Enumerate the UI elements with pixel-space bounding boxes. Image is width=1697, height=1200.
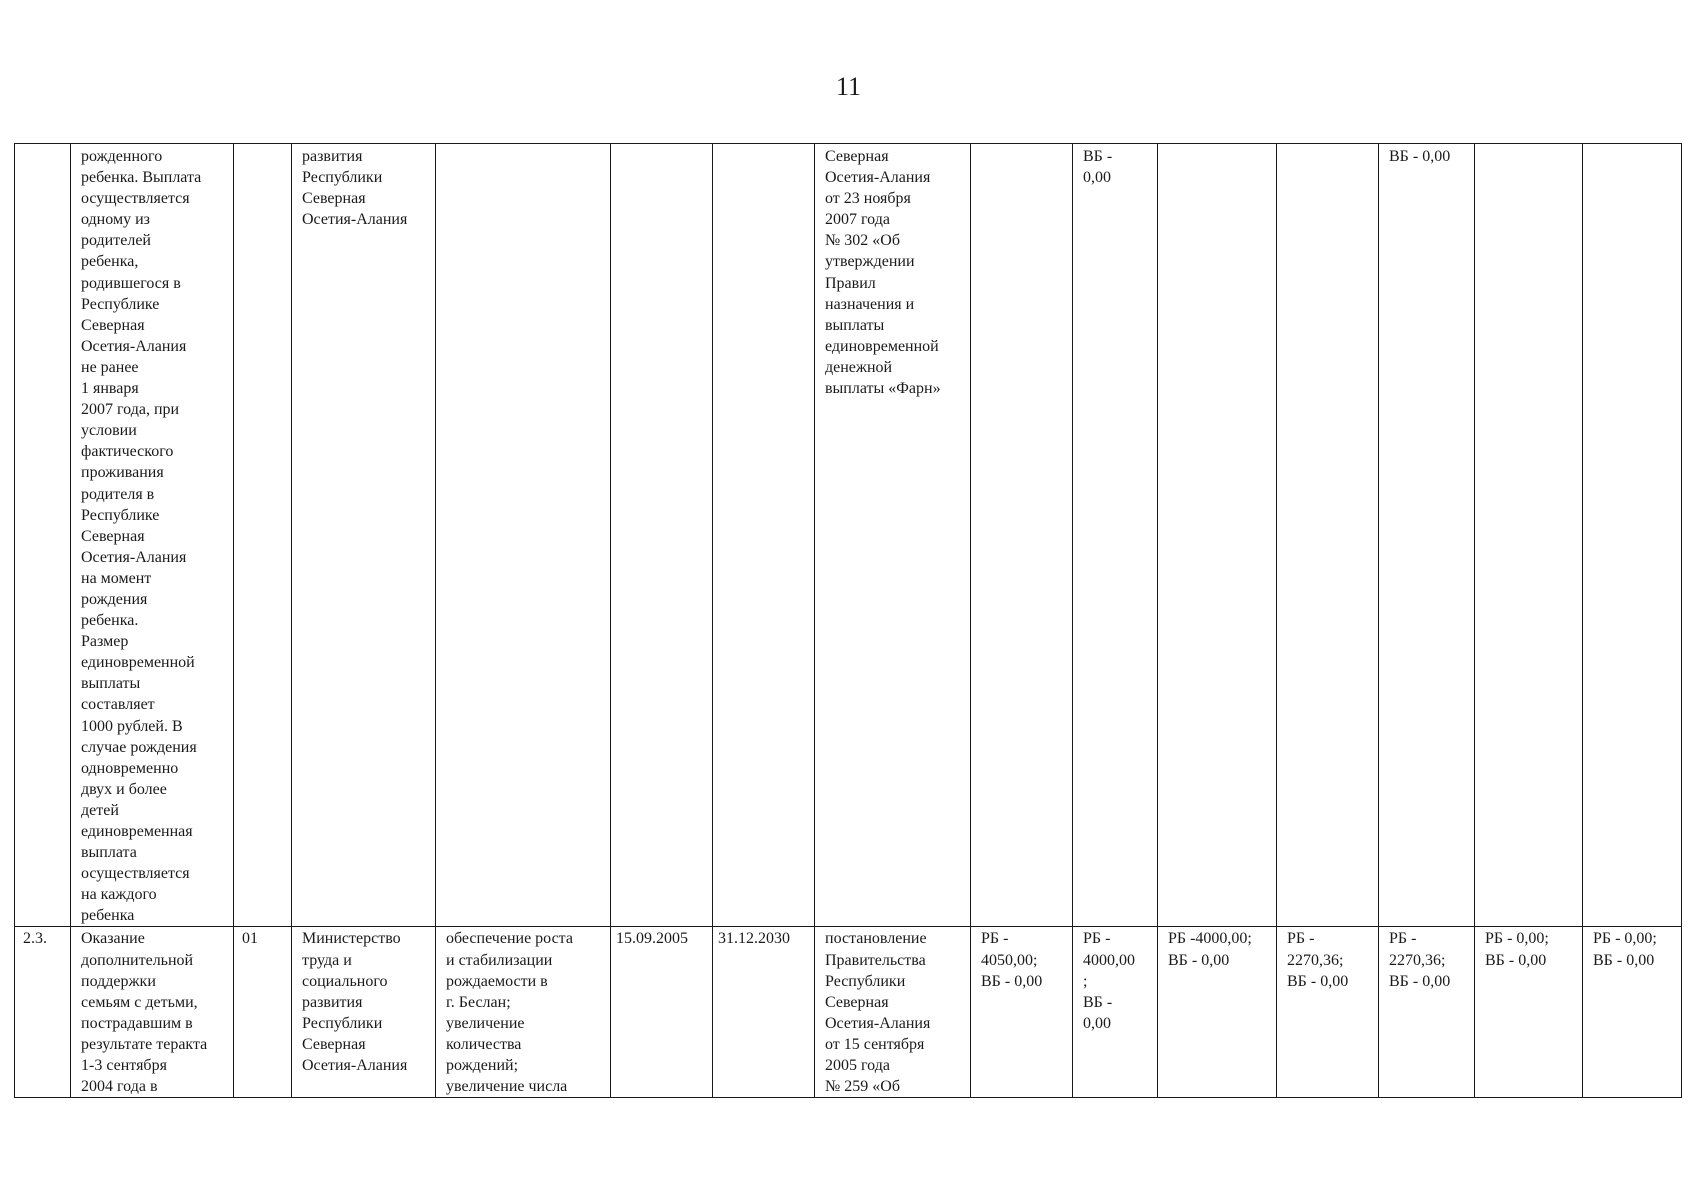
table-row: [15, 927, 1682, 1098]
cell-funding-5: РБ - 2270,36; ВБ - 0,00: [1379, 927, 1475, 1098]
cell-legal-basis: Северная Осетия-Алания от 23 ноября 2007 года № 302 «Об утверждении Правил назначения и выплаты единовременной денежной выплаты «Фарн»: [815, 144, 971, 927]
cell-funding-5: ВБ - 0,00: [1379, 144, 1475, 927]
cell-funding-7: РБ - 0,00; ВБ - 0,00: [1583, 927, 1682, 1098]
cell-legal-basis: постановление Правительства Республики Северная Осетия-Алания от 15 сентября 2005 года № 259 «Об: [815, 927, 971, 1098]
cell-funding-2: РБ - 4000,00 ; ВБ - 0,00: [1073, 927, 1158, 1098]
cell-funding-3: [1158, 144, 1277, 927]
program-table: [14, 143, 1682, 1098]
cell-start-date: 15.09.2005: [611, 927, 713, 1098]
cell-code: 01: [234, 927, 292, 1098]
cell-item-number: [15, 144, 71, 927]
cell-funding-4: [1277, 144, 1379, 927]
cell-end-date: [713, 144, 815, 927]
cell-funding-6: [1475, 144, 1583, 927]
cell-end-date: 31.12.2030: [713, 927, 815, 1098]
cell-expected-result: обеспечение роста и стабилизации рождаемости в г. Беслан; увеличение количества рождений; увеличение числа: [436, 927, 611, 1098]
cell-item-number: 2.3.: [15, 927, 71, 1098]
cell-code: [234, 144, 292, 927]
cell-funding-3: РБ -4000,00; ВБ - 0,00: [1158, 927, 1277, 1098]
page-number: 11: [835, 72, 862, 101]
cell-start-date: [611, 144, 713, 927]
cell-measure-name: Оказание дополнительной поддержки семьям с детьми, пострадавшим в результате теракта 1-3 сентября 2004 года в: [71, 927, 234, 1098]
cell-funding-2: ВБ - 0,00: [1073, 144, 1158, 927]
cell-responsible: Министерство труда и социального развития Республики Северная Осетия-Алания: [292, 927, 436, 1098]
cell-measure-name: рожденного ребенка. Выплата осуществляется одному из родителей ребенка, родившегося в Республике Северная Осетия-Алания не ранее 1 января 2007 года, при условии фактического проживания родителя в Республике Северная Осетия-Алания на момент рождения ребенка. Размер единовременной выплаты составляет 1000 рублей. В случае рождения одновременно двух и более детей единовременная выплата осуществляется на каждого ребенка: [71, 144, 234, 927]
cell-funding-6: РБ - 0,00; ВБ - 0,00: [1475, 927, 1583, 1098]
cell-funding-1: РБ - 4050,00; ВБ - 0,00: [971, 927, 1073, 1098]
table-row: [15, 144, 1682, 927]
cell-expected-result: [436, 144, 611, 927]
cell-funding-1: [971, 144, 1073, 927]
cell-responsible: развития Республики Северная Осетия-Алания: [292, 144, 436, 927]
cell-funding-7: [1583, 144, 1682, 927]
cell-funding-4: РБ - 2270,36; ВБ - 0,00: [1277, 927, 1379, 1098]
